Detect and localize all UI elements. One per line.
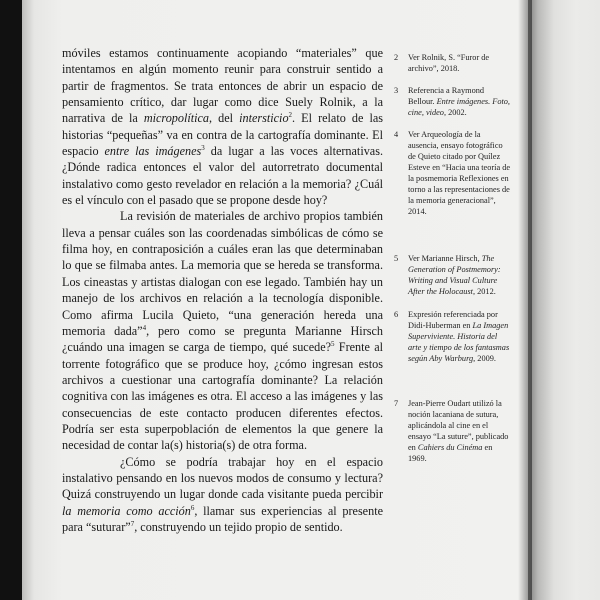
footnote xyxy=(394,398,512,464)
footnote-number: 7 xyxy=(394,399,399,408)
italic-text: The Generation of Postmemory: Writing and Visual Culture After the Holocaust xyxy=(408,254,501,296)
text-run: en 1969. xyxy=(408,443,493,463)
text-run: , 2012. xyxy=(472,287,496,296)
facing-page xyxy=(528,0,600,600)
footnote-ref: 7 xyxy=(130,519,135,528)
italic-text: La Imagen Superviviente. Historia del arte y tiempo de los fantasmas según Aby Warburg xyxy=(408,321,510,363)
footnote xyxy=(394,52,512,74)
text-run: , 2002. xyxy=(443,108,467,117)
footnote-text xyxy=(408,52,512,74)
text-run: , pero como se pregunta Marianne Hirsch ¿cuándo una imagen se carga de tiempo, qué sucede? xyxy=(62,323,383,355)
text-run: Ver Arqueología de la ausencia, ensayo fotográfico de Quieto citado por Quílez Esteve en “Hacia una teoría de la posmemoria Reflexiones en torno a las representaciones de la memoria generacional”, 2014. xyxy=(408,130,511,216)
text-run: , construyendo un tejido propio de sentido. xyxy=(134,519,343,534)
footnote-text xyxy=(408,309,512,364)
footnote-ref: 2 xyxy=(288,111,293,120)
text-run: Expresión referenciada por Didi-Huberman en xyxy=(408,310,498,330)
footnote-text xyxy=(408,85,512,118)
text-run: , 2009. xyxy=(473,354,496,363)
text-run: , del xyxy=(209,111,240,126)
footnote xyxy=(394,85,512,118)
footnote-ref: 4 xyxy=(142,323,147,332)
footnote-number: 6 xyxy=(394,310,399,319)
footnote-text xyxy=(408,129,512,217)
footnote-number: 3 xyxy=(394,86,399,95)
main-text-column xyxy=(62,45,383,535)
footnote xyxy=(394,253,512,297)
paragraph-2 xyxy=(62,208,383,453)
italic-text: intersticio xyxy=(239,111,289,126)
italic-text: la memoria como acción xyxy=(62,503,191,518)
footnote-ref: 6 xyxy=(190,503,195,512)
paragraph-3 xyxy=(62,454,383,536)
text-run: Jean-Pierre Oudart utilizó la noción lacaniana de sutura, aplicándola al cine en el ensayo “La suture”, publicado en xyxy=(408,399,509,452)
footnote-text xyxy=(408,398,512,464)
text-run: Frente al torrente fotográfico que se produce hoy, ¿cómo ingresan estos archivos a cuestionar una cartografía dominante? La relación cognitiva con las imágenes es otra. El acceso a las imágenes y las consecuencias de este contacto producen diferentes efectos. Podría ser esta superpoblación de elementos la que genere la necesidad de contar la(s) historia(s) de otra forma. xyxy=(62,340,383,453)
footnote-number: 4 xyxy=(394,130,399,139)
book-gutter xyxy=(518,0,532,600)
italic-text: micropolítica xyxy=(143,111,210,126)
footnote xyxy=(394,129,512,217)
text-run: Ver Marianne Hirsch, xyxy=(408,254,482,263)
footnote-number: 5 xyxy=(394,254,399,263)
footnote-number: 2 xyxy=(394,53,399,62)
text-run: Ver Rolnik, S. “Furor de archivo”, 2018. xyxy=(408,53,490,73)
footnote-ref: 5 xyxy=(331,340,335,349)
text-run: Referencia a Raymond Bellour. xyxy=(408,86,485,106)
text-run: móviles estamos continuamente acopiando “materiales” que intentamos en algún momento reunir para construir sentido a partir de fragmentos. Se trata entonces de abrir un espacio de pensamiento crítico, dar lugar como dice Suely Rolnik, a la narrativa de la xyxy=(62,46,383,126)
footnotes-column xyxy=(394,52,512,464)
italic-text: Entre imágenes. Foto, cine, video xyxy=(408,97,511,117)
footnote-ref: 3 xyxy=(201,144,205,152)
text-run: da lugar a las voces alternativas. ¿Dónde radica entonces el valor del autorretrato documental instalativo como gesto revelador en relación a la memoria? ¿Cuál es el vínculo con el pasado que se propone desde hoy? xyxy=(62,144,384,208)
text-run: La revisión de materiales de archivo propios también lleva a pensar cuáles son las coordenadas simbólicas de cómo se filma hoy, en contraposición a cuáles eran las que determinaban lo que se filmaba antes. La memoria que se hereda se transforma. Los cineastas y artistas dialogan con ese legado. También hay un manejo de los archivos en relación a la tecnología disponible. Como afirma Lucila Quieto, “una generación hereda una memoria dada” xyxy=(62,209,383,338)
text-run: , llamar sus experiencias al presente para “suturar” xyxy=(62,503,383,534)
italic-text: Cahiers du Cinéma xyxy=(417,443,483,452)
text-run: . El relato de las historias “pequeñas” va en contra de la cartografía dominante. El espacio xyxy=(62,111,383,159)
italic-text: entre las imágenes xyxy=(104,144,202,159)
footnote-text xyxy=(408,253,512,297)
text-run: ¿Cómo se podría trabajar hoy en el espacio instalativo pensando en los nuevos modos de consumo y lectura? Quizá construyendo un lugar donde cada visitante pueda percibir xyxy=(62,454,383,502)
paragraph-1 xyxy=(62,45,383,208)
footnote xyxy=(394,309,512,364)
